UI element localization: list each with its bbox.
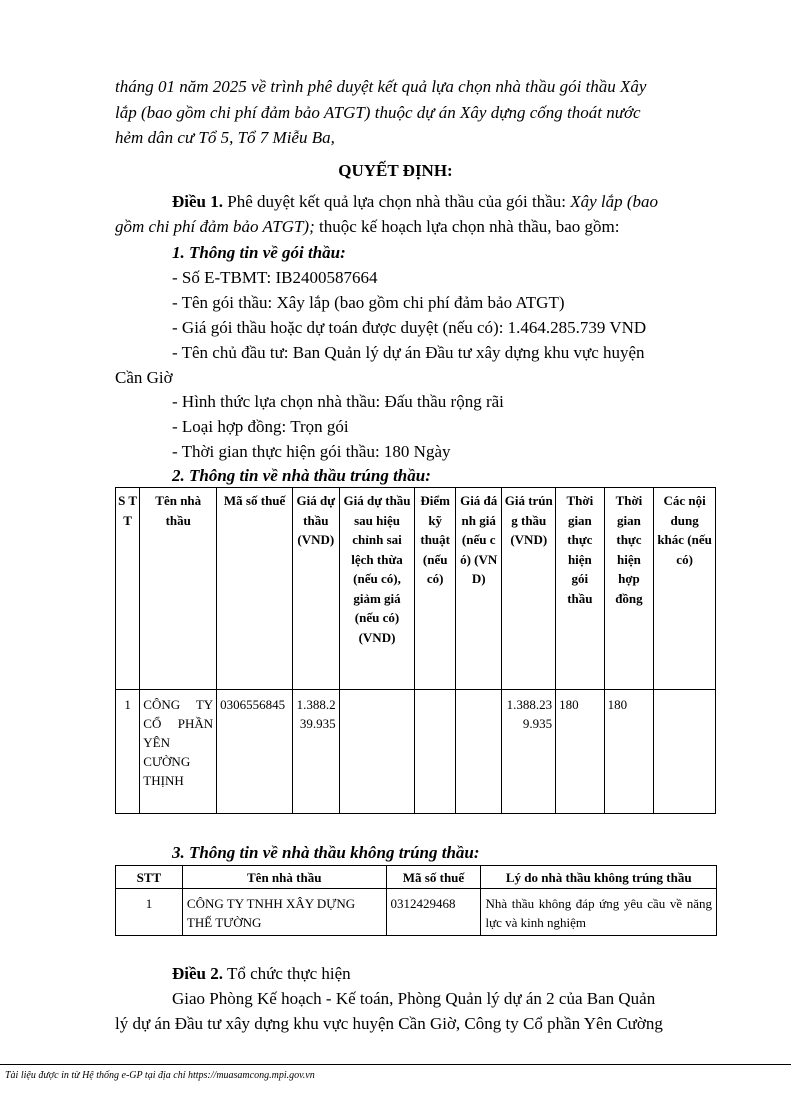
section1-item: - Tên chủ đầu tư: Ban Quản lý dự án Đầu tư xây dựng khu vực huyện <box>172 343 645 362</box>
header-contractor-name: Tên nhà thầu <box>182 866 386 889</box>
header-bid-price: Giá dự thầu (VND) <box>293 488 340 690</box>
article2-heading <box>172 961 351 986</box>
header-adjusted-bid-price: Giá dự thầu sau hiệu chỉnh sai lệch thừa (nếu có), giảm giá (nếu có) (VND) <box>339 488 415 690</box>
cell-reason: Nhà thầu không đáp ứng yêu cầu về năng lực và kinh nghiệm <box>481 889 717 936</box>
intro-line-3: hẻm dân cư Tổ 5, Tổ 7 Miễu Ba, <box>115 128 335 147</box>
header-package-duration: Thời gian thực hiện gói thầu <box>556 488 605 690</box>
section1-item: - Hình thức lựa chọn nhà thầu: Đấu thầu rộng rãi <box>172 392 504 411</box>
table-row <box>116 889 717 936</box>
cell-contractor-name: CÔNG TY CỔ PHẦN YÊN CƯỜNG THỊNH <box>140 690 217 814</box>
section1-item: - Giá gói thầu hoặc dự toán được duyệt (nếu có): 1.464.285.739 VND <box>172 318 647 337</box>
table-row <box>116 690 716 814</box>
cell-stt: 1 <box>116 690 140 814</box>
cell-contractor-name: CÔNG TY TNHH XÂY DỰNG THẾ TƯỜNG <box>182 889 386 936</box>
section1-item: Cần Giờ <box>115 368 173 387</box>
cell-winning-price: 1.388.239.935 <box>502 690 556 814</box>
table-header-row <box>116 488 716 690</box>
cell-tax-code: 0312429468 <box>386 889 481 936</box>
header-contractor-name: Tên nhà thầu <box>140 488 217 690</box>
cell-adjusted-bid-price <box>339 690 415 814</box>
cell-evaluated-price <box>455 690 502 814</box>
cell-bid-price: 1.388.239.935 <box>293 690 340 814</box>
article2-line-1: Giao Phòng Kế hoạch - Kế toán, Phòng Quản lý dự án 2 của Ban Quản <box>172 989 656 1008</box>
article2-line-2: lý dự án Đầu tư xây dựng khu vực huyện Cần Giờ, Công ty Cổ phần Yên Cường <box>115 1014 663 1033</box>
footer-note: Tài liệu được in từ Hệ thống e-GP tại địa chỉ https://muasamcong.mpi.gov.vn <box>5 1070 315 1081</box>
header-winning-price: Giá trúng thầu (VND) <box>502 488 556 690</box>
table-header-row <box>116 866 717 889</box>
section1-item: - Số E-TBMT: IB2400587664 <box>172 268 378 287</box>
article1-line2-italic: gồm chi phí đảm bảo ATGT); <box>115 217 315 236</box>
losing-bidder-table <box>115 865 717 936</box>
cell-other-content <box>654 690 716 814</box>
intro-line-1: tháng 01 năm 2025 về trình phê duyệt kết quả lựa chọn nhà thầu gói thầu Xây <box>115 77 647 96</box>
header-other-content: Các nội dung khác (nếu có) <box>654 488 716 690</box>
header-reason: Lý do nhà thầu không trúng thầu <box>481 866 717 889</box>
section1-title: 1. Thông tin về gói thầu: <box>172 243 346 262</box>
header-contract-duration: Thời gian thực hiện hợp đồng <box>604 488 654 690</box>
header-tax-code: Mã số thuế <box>217 488 293 690</box>
cell-stt: 1 <box>116 889 183 936</box>
section3-title: 3. Thông tin về nhà thầu không trúng thầu: <box>172 843 480 862</box>
header-evaluated-price: Giá đánh giá (nếu có) (VND) <box>455 488 502 690</box>
cell-contract-duration: 180 <box>604 690 654 814</box>
article1-text-b: Xây lắp (bao <box>570 192 659 211</box>
cell-tax-code: 0306556845 <box>217 690 293 814</box>
article1-label: Điều 1. <box>172 192 223 211</box>
article1-line-2 <box>115 214 620 239</box>
decision-heading: QUYẾT ĐỊNH: <box>338 161 453 180</box>
article2-label: Điều 2. <box>172 964 223 983</box>
article1-text-a: Phê duyệt kết quả lựa chọn nhà thầu của gói thầu: <box>223 192 571 211</box>
article1-line2-rest: thuộc kế hoạch lựa chọn nhà thầu, bao gồm: <box>314 217 620 236</box>
footer-divider <box>0 1064 791 1065</box>
section1-item: - Loại hợp đồng: Trọn gói <box>172 417 349 436</box>
intro-line-2: lắp (bao gồm chi phí đảm bảo ATGT) thuộc dự án Xây dựng cống thoát nước <box>115 103 641 122</box>
article2-text: Tổ chức thực hiện <box>223 964 351 983</box>
cell-technical-score <box>415 690 455 814</box>
section2-title: 2. Thông tin về nhà thầu trúng thầu: <box>172 466 431 485</box>
article1-line-1 <box>172 189 658 214</box>
header-technical-score: Điểm kỹ thuật (nếu có) <box>415 488 455 690</box>
cell-package-duration: 180 <box>556 690 605 814</box>
header-tax-code: Mã số thuế <box>386 866 481 889</box>
header-stt: STT <box>116 866 183 889</box>
header-stt: S T T <box>116 488 140 690</box>
winning-bidder-table <box>115 487 716 814</box>
section1-item: - Thời gian thực hiện gói thầu: 180 Ngày <box>172 442 451 461</box>
section1-item: - Tên gói thầu: Xây lắp (bao gồm chi phí đảm bảo ATGT) <box>172 293 565 312</box>
